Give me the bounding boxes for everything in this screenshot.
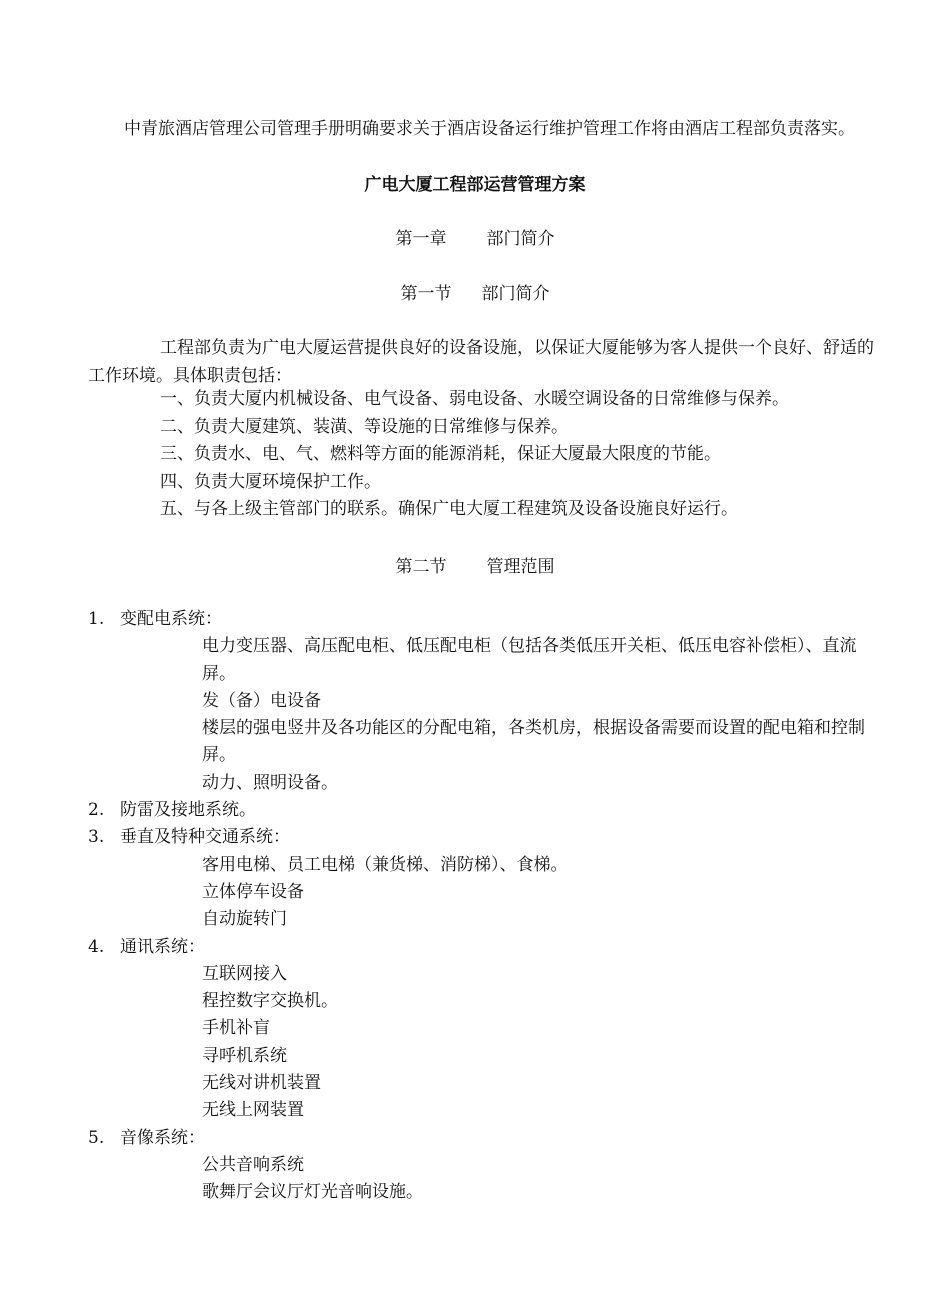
section-name: 部门简介 <box>481 284 550 304</box>
duties-list <box>160 386 880 524</box>
section-number: 第一节 <box>400 284 452 304</box>
system-subitem: 公共音响系统 <box>202 1154 304 1175</box>
system-subitem: 自动旋转门 <box>202 909 287 930</box>
system-item <box>88 824 878 933</box>
system-name: 垂直及特种交通系统： <box>120 827 290 848</box>
system-subitem: 程控数字交换机。 <box>202 991 338 1012</box>
duty-item: 五、与各上级主管部门的联系。确保广电大厦工程建筑及设备设施良好运行。 <box>160 499 738 519</box>
system-item <box>88 606 878 797</box>
system-subitem: 楼层的强电竖井及各功能区的分配电箱，各类机房，根据设备需要而设置的配电箱和控制屏。 <box>202 718 865 766</box>
system-heading <box>88 934 878 961</box>
system-number: 2. <box>88 800 105 821</box>
system-subitem: 发（备）电设备 <box>202 690 321 711</box>
system-subitem: 互联网接入 <box>202 963 287 984</box>
system-subitem: 歌舞厅会议厅灯光音响设施。 <box>202 1182 423 1203</box>
system-item <box>88 934 878 1125</box>
duty-item: 一、负责大厦内机械设备、电气设备、弱电设备、水暖空调设备的日常维修与保养。 <box>160 389 789 409</box>
section-number: 第二节 <box>395 557 447 577</box>
system-subitem: 寻呼机系统 <box>202 1045 287 1066</box>
system-heading <box>88 606 878 633</box>
system-subitem: 动力、照明设备。 <box>202 772 338 793</box>
system-subitem: 无线上网装置 <box>202 1100 304 1121</box>
chapter-heading <box>0 224 950 249</box>
duty-item: 二、负责大厦建筑、装潢、等设施的日常维修与保养。 <box>160 416 568 437</box>
section-paragraph: 工程部负责为广电大厦运营提供良好的设备设施，以保证大厦能够为客人提供一个良好、舒适的工作环境。具体职责包括： <box>88 338 874 386</box>
system-subitem: 电力变压器、高压配电柜、低压配电柜（包括各类低压开关柜、低压电容补偿柜）、直流屏。 <box>202 636 857 684</box>
system-subitems <box>202 852 872 934</box>
system-subitems <box>202 961 872 1125</box>
system-name: 通讯系统： <box>120 936 205 957</box>
system-number: 4. <box>88 936 105 957</box>
system-subitem: 手机补盲 <box>202 1018 270 1039</box>
system-heading <box>88 1125 878 1152</box>
system-subitem: 无线对讲机装置 <box>202 1073 321 1094</box>
intro-paragraph: 中青旅酒店管理公司管理手册明确要求关于酒店设备运行维护管理工作将由酒店工程部负责落实。 <box>124 119 855 139</box>
system-subitem: 客用电梯、员工电梯（兼货梯、消防梯）、食梯。 <box>202 854 568 875</box>
scope-list <box>88 606 878 1207</box>
duty-item: 四、负责大厦环境保护工作。 <box>160 471 381 492</box>
section-heading-1 <box>0 279 950 304</box>
system-number: 5. <box>88 1127 105 1148</box>
system-number: 1. <box>88 609 105 629</box>
system-name: 防雷及接地系统。 <box>120 800 256 821</box>
system-heading <box>88 797 878 824</box>
system-subitems <box>202 633 872 797</box>
duty-item: 三、负责水、电、气、燃料等方面的能源消耗，保证大厦最大限度的节能。 <box>160 444 721 464</box>
system-name: 变配电系统： <box>120 609 222 629</box>
chapter-number: 第一章 <box>395 229 447 249</box>
system-item <box>88 797 878 824</box>
system-name: 音像系统： <box>120 1127 205 1148</box>
system-item <box>88 1125 878 1207</box>
system-subitems <box>202 1152 872 1207</box>
system-subitem: 立体停车设备 <box>202 881 304 902</box>
system-number: 3. <box>88 827 105 848</box>
system-heading <box>88 824 878 851</box>
chapter-name: 部门简介 <box>486 229 555 249</box>
section-heading-2 <box>0 552 950 577</box>
document-title: 广电大厦工程部运营管理方案 <box>364 175 586 195</box>
section-name: 管理范围 <box>486 557 555 577</box>
